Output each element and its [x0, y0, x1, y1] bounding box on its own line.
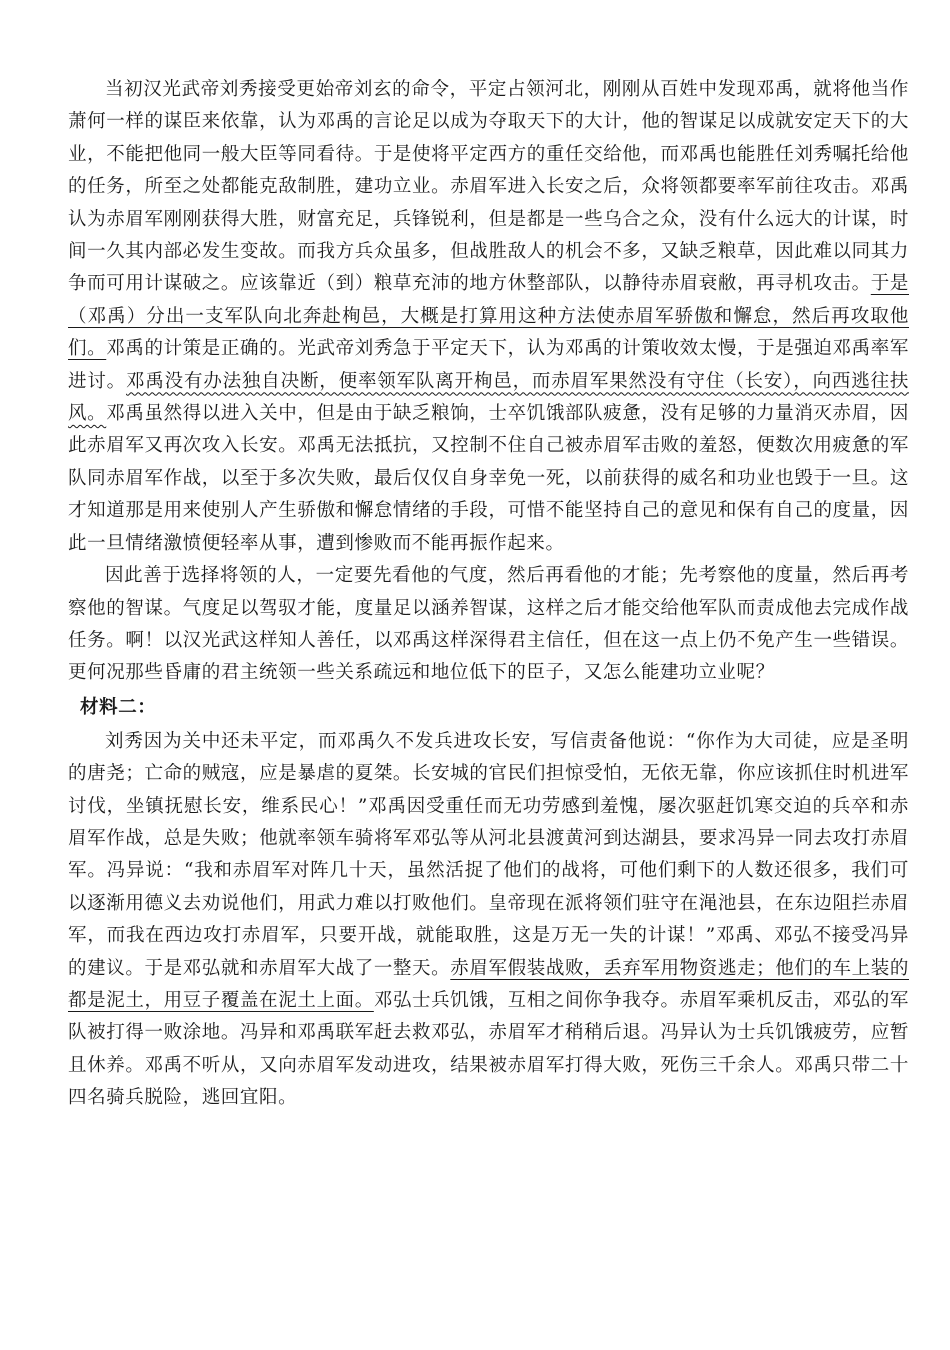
- paragraph-3-text-b: 邓弘士兵饥饿，互相之间你争我夺。赤眉军乘机反击，邓弘的军队被打得一败涂地。冯异和邓禹联军赶去救邓弘，赤眉军才稍稍后退。冯异认为士兵饥饿疲劳，应暂且休养。邓禹不听从，又向赤眉军发动进攻，结果被赤眉军打得大败，死伤三千余人。邓禹只带二十四名骑兵脱险，逃回宜阳。: [68, 989, 909, 1109]
- straight-underlined-sentence-1: 于是（邓禹）分出一支军队向北奔赴栒邑，大概是打算用这种方法使赤眉军骄傲和懈怠，然后再攻取他们。: [68, 273, 909, 360]
- material-2-heading: 材料二：: [80, 696, 157, 718]
- paragraph-1-text-b: 邓禹的计策是正确的。光武帝刘秀急于平定天下，认为邓禹的计策收效太慢，于是强迫邓禹率军进讨。: [68, 338, 909, 392]
- wavy-underlined-sentence: 邓禹没有办法独自决断，便率领军队离开栒邑，而赤眉军果然没有守住（长安），向西逃往扶风。: [68, 370, 909, 425]
- paragraph-1-text-a: 当初汉光武帝刘秀接受更始帝刘玄的命令，平定占领河北，刚刚从百姓中发现邓禹，就将他当作萧何一样的谋臣来依靠，认为邓禹的言论足以成为夺取天下的大计，他的智谋足以成就安定天下的大业，不能把他同一般大臣等同看待。于是使将平定西方的重任交给他，而邓禹也能胜任刘秀嘱托给他的任务，所至之处都能克敌制胜，建功立业。赤眉军进入长安之后，众将领都要率军前往攻击。邓禹认为赤眉军刚刚获得大胜，财富充足，兵锋锐利，但是都是一些乌合之众，没有什么远大的计谋，时间一久其内部必发生变故。而我方兵众虽多，但战胜敌人的机会不多，又缺乏粮草，因此难以同其力争而可用计谋破之。应该靠近（到）粮草充沛的地方休整部队，以静待赤眉衰敝，再寻机攻击。: [68, 79, 909, 295]
- straight-underlined-sentence-2: 赤眉军假装战败，丢弃军用物资逃走；他们的车上装的都是泥土，用豆子覆盖在泥土上面。: [68, 957, 909, 1011]
- paragraph-3-text-a: 刘秀因为关中还未平定，而邓禹久不发兵进攻长安，写信责备他说：“你作为大司徒，应是圣明的唐尧；亡命的贼寇，应是暴虐的夏桀。长安城的官民们担惊受怕，无依无靠，你应该抓住时机进军讨伐，坐镇抚慰长安，维系民心！”邓禹因受重任而无功劳感到羞愧，屡次驱赶饥寒交迫的兵卒和赤眉军作战，总是失败；他就率领车骑将军邓弘等从河北县渡黄河到达湖县，要求冯异一同去攻打赤眉军。冯异说：“我和赤眉军对阵几十天，虽然活捉了他们的战将，可他们剩下的人数还很多，我们可以逐渐用德义去劝说他们，用武力难以打败他们。皇帝现在派将领们驻守在渑池县，在东边阻拦赤眉军，而我在西边攻打赤眉军，只要开战，就能取胜，这是万无一失的计谋！”邓禹、邓弘不接受冯异的建议。于是邓弘就和赤眉军大战了一整天。: [68, 730, 909, 979]
- paragraph-1-text-c: 邓禹虽然得以进入关中，但是由于缺乏粮饷，士卒饥饿部队疲惫，没有足够的力量消灭赤眉，因此赤眉军又再次攻入长安。邓禹无法抵抗，又控制不住自己被赤眉军击败的羞怒，便数次用疲惫的军队同赤眉军作战，以至于多次失败，最后仅仅自身幸免一死，以前获得的威名和功业也毁于一旦。这才知道那是用来使别人产生骄傲和懈怠情绪的手段，可惜不能坚持自己的意见和保有自己的度量，因此一旦情绪激愤便轻率从事，遭到惨败而不能再振作起来。: [68, 403, 909, 554]
- paragraph-2: 因此善于选择将领的人，一定要先看他的气度，然后再看他的才能；先考察他的度量，然后再考察他的智谋。气度足以驾驭才能，度量足以涵养智谋，这样之后才能交给他军队而责成他去完成作战任务。啊！以汉光武这样知人善任，以邓禹这样深得君主信任，但在这一点上仍不免产生一些错误。更何况那些昏庸的君主统领一些关系疏远和地位低下的臣子，又怎么能建功立业呢？: [68, 565, 909, 684]
- paragraph-1: [68, 74, 909, 560]
- paragraph-3: [68, 726, 909, 1115]
- document-page: [68, 74, 909, 1115]
